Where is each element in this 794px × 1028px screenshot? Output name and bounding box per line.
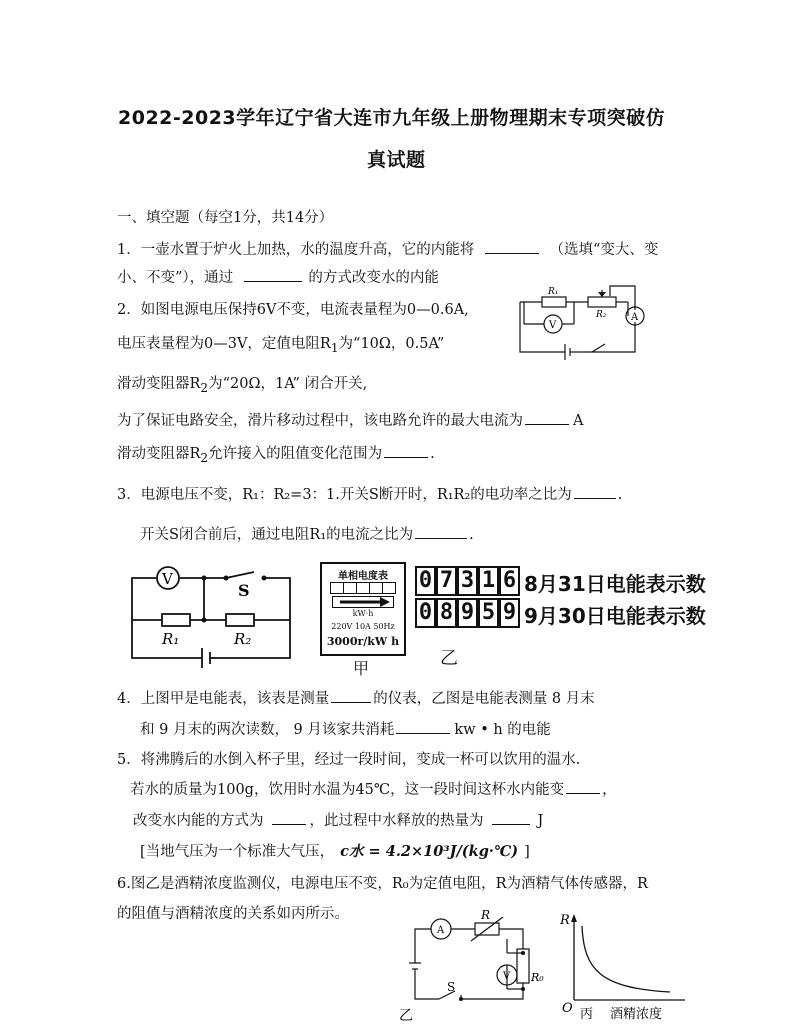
meter-header: 单相电度表 bbox=[338, 571, 388, 582]
q2-text-b1: 电压表量程为0—3V，定值电阻R bbox=[117, 336, 331, 352]
meter-rate: 3000r/kW h bbox=[326, 635, 400, 648]
q2-line3 bbox=[117, 372, 367, 395]
q5-text-c3: J bbox=[537, 813, 544, 829]
q2-blank-1[interactable] bbox=[525, 410, 569, 425]
q2-fig-voltmeter-v: V bbox=[549, 320, 557, 331]
q1-text-c: 小、不变”），通过 bbox=[117, 270, 234, 286]
q3-fig-label-r2: R₂ bbox=[234, 630, 252, 648]
reading1-digit-1: 0 bbox=[415, 566, 436, 596]
meter-label-jia: 甲 bbox=[353, 659, 370, 678]
q6-fig-label-r: R bbox=[481, 908, 491, 922]
q6-line2: 的阻值与酒精浓度的关系如丙所示。 bbox=[117, 906, 349, 922]
page-title-line1: 2022-2023学年辽宁省大连市九年级上册物理期末专项突破仿 bbox=[118, 107, 666, 129]
readings-label-yi: 乙 bbox=[440, 648, 458, 669]
reading1-digit-3: 3 bbox=[457, 566, 478, 596]
reading1-digit-4: 1 bbox=[478, 566, 499, 596]
q5-line2 bbox=[130, 778, 617, 799]
q2-blank-2[interactable] bbox=[384, 443, 428, 458]
q5-text-b1: 若水的质量为100g，饮用时水温为45℃，这一段时间这杯水内能变 bbox=[130, 782, 565, 798]
section-heading: 一、填空题（每空1分，共14分） bbox=[117, 210, 334, 226]
q2-text-e2: 允许接入的阻值变化范围为 bbox=[208, 446, 383, 462]
reading2-digit-3: 9 bbox=[457, 598, 478, 628]
meter-readings bbox=[415, 566, 525, 628]
q2-text-e3: . bbox=[430, 446, 435, 462]
reading2-digit-2: 8 bbox=[436, 598, 457, 628]
q1-text-a: 1．一壶水置于炉火上加热，水的温度升高，它的内能将 bbox=[117, 242, 475, 258]
q3-text-b-end: . bbox=[469, 527, 474, 543]
q6-circuit-diagram bbox=[395, 905, 555, 1025]
q2-sub-1: 1 bbox=[330, 340, 339, 355]
meter-spec: 220V 10A 50Hz bbox=[331, 622, 395, 631]
q5-text-b2: ， bbox=[602, 782, 617, 798]
q2-fig-label-r2: R₂ bbox=[596, 310, 607, 320]
q6-graph-origin: O bbox=[562, 1001, 573, 1016]
q3-line1 bbox=[117, 483, 622, 504]
q2-line5 bbox=[117, 442, 435, 465]
q5-blank-2[interactable] bbox=[272, 810, 306, 825]
q2-sub-2: 2 bbox=[200, 380, 209, 395]
q1-blank-1[interactable] bbox=[485, 239, 539, 254]
q2-text-b2: 为“10Ω，0.5A” bbox=[338, 336, 445, 352]
meter-unit: kW·h bbox=[352, 609, 374, 618]
q3-line2 bbox=[140, 523, 474, 544]
q2-text-e1: 滑动变阻器R bbox=[117, 446, 201, 462]
reading1-label: 8月31日电能表示数 bbox=[524, 572, 706, 596]
q6-line1: 6.图乙是酒精浓度监测仪，电源电压不变，R₀为定值电阻，R为酒精气体传感器，R bbox=[117, 876, 648, 892]
q5-specific-heat-formula: c水 = 4.2×10³J/(kg·℃) bbox=[340, 843, 519, 860]
q5-text-c1: 改变水内能的方式为 bbox=[133, 813, 264, 829]
q2-line2 bbox=[117, 332, 444, 355]
q2-sub-2b: 2 bbox=[200, 450, 209, 465]
q2-text-c2: 为“20Ω，1A” 闭合开关, bbox=[208, 376, 368, 392]
q5-text-d1: [当地气压为一个标准大气压， bbox=[140, 844, 335, 860]
q4-line1 bbox=[117, 687, 595, 708]
q1-text-d: 的方式改变水的内能 bbox=[308, 270, 439, 286]
reading2-label: 9月30日电能表示数 bbox=[524, 604, 706, 628]
reading2-digit-4: 5 bbox=[478, 598, 499, 628]
q6-fig-ammeter-a: A bbox=[437, 925, 445, 936]
q3-circuit-diagram bbox=[126, 562, 296, 674]
meter-rotating-disc-icon bbox=[332, 596, 394, 608]
q5-text-d2: ] bbox=[524, 844, 530, 860]
q2-line1: 2．如图电源电压保持6V不变，电流表量程为0—0.6A, bbox=[117, 302, 469, 318]
q6-fig-voltmeter-v: V bbox=[503, 971, 511, 982]
q3-blank-1[interactable] bbox=[574, 484, 616, 499]
q6-graph-xlabel: 酒精浓度 bbox=[610, 1007, 663, 1022]
q4-text-a2: 的仪表，乙图是电能表测量 8 月末 bbox=[373, 691, 595, 707]
q2-fig-ammeter-a: A bbox=[631, 312, 639, 323]
q2-text-d: 为了保证电路安全，滑片移动过程中，该电路允许的最大电流为 bbox=[117, 413, 523, 429]
q6-resistance-concentration-graph bbox=[560, 910, 700, 1025]
q2-fig-label-r1: R₁ bbox=[548, 287, 559, 297]
page-title-line2: 真试题 bbox=[367, 149, 426, 171]
q2-text-c1: 滑动变阻器R bbox=[117, 376, 201, 392]
q3-fig-switch-s: S bbox=[238, 581, 250, 600]
reading1-digit-2: 7 bbox=[436, 566, 457, 596]
q4-blank-2[interactable] bbox=[396, 719, 450, 734]
q3-fig-voltmeter-v: V bbox=[162, 570, 173, 588]
q3-fig-label-r1: R₁ bbox=[162, 630, 180, 648]
q5-line4 bbox=[140, 840, 530, 861]
q2-circuit-diagram bbox=[510, 280, 660, 360]
q1-line2 bbox=[117, 266, 439, 287]
q1-text-b: （选填“变大、变 bbox=[549, 242, 659, 258]
q5-line1: 5．将沸腾后的水倒入杯子里，经过一段时间，变成一杯可以饮用的温水. bbox=[117, 752, 581, 768]
q3-blank-2[interactable] bbox=[415, 524, 467, 539]
q3-text-a: 3．电源电压不变，R₁：R₂=3：1.开关S断开时，R₁R₂的电功率之比为 bbox=[117, 487, 572, 503]
q4-text-b1: 和 9 月末的两次读数， 9 月该家共消耗 bbox=[140, 722, 395, 738]
q4-line2 bbox=[140, 718, 551, 739]
q2-line4 bbox=[117, 409, 583, 430]
q3-text-b: 开关S闭合前后，通过电阻R₁的电流之比为 bbox=[140, 527, 414, 543]
q6-fig-label-yi: 乙 bbox=[399, 1008, 413, 1024]
q4-text-a1: 4．上图甲是电能表，该表是测量 bbox=[117, 691, 330, 707]
q6-fig-label-r0: R₀ bbox=[531, 971, 544, 984]
q4-blank-1[interactable] bbox=[331, 688, 371, 703]
q5-blank-3[interactable] bbox=[492, 810, 530, 825]
q1-line1 bbox=[117, 238, 658, 259]
reading2-digit-1: 0 bbox=[415, 598, 436, 628]
q6-graph-axis-r: R bbox=[560, 913, 570, 928]
q5-line3 bbox=[133, 809, 543, 830]
q4-text-b2: kw • h 的电能 bbox=[454, 722, 551, 738]
meter-digit-window bbox=[330, 582, 396, 594]
q6-graph-label-bing: 丙 bbox=[580, 1007, 594, 1022]
reading1-digit-5: 6 bbox=[499, 566, 520, 596]
energy-meter-figure bbox=[320, 562, 406, 656]
reading2-digit-5: 9 bbox=[499, 598, 520, 628]
q5-text-c2: ，此过程中水释放的热量为 bbox=[309, 813, 484, 829]
q6-fig-switch-s: S bbox=[447, 980, 456, 994]
q1-blank-2[interactable] bbox=[244, 267, 302, 282]
q3-text-a-end: . bbox=[617, 487, 623, 503]
q5-blank-1[interactable] bbox=[566, 779, 600, 794]
q2-unit-a: A bbox=[573, 413, 584, 429]
